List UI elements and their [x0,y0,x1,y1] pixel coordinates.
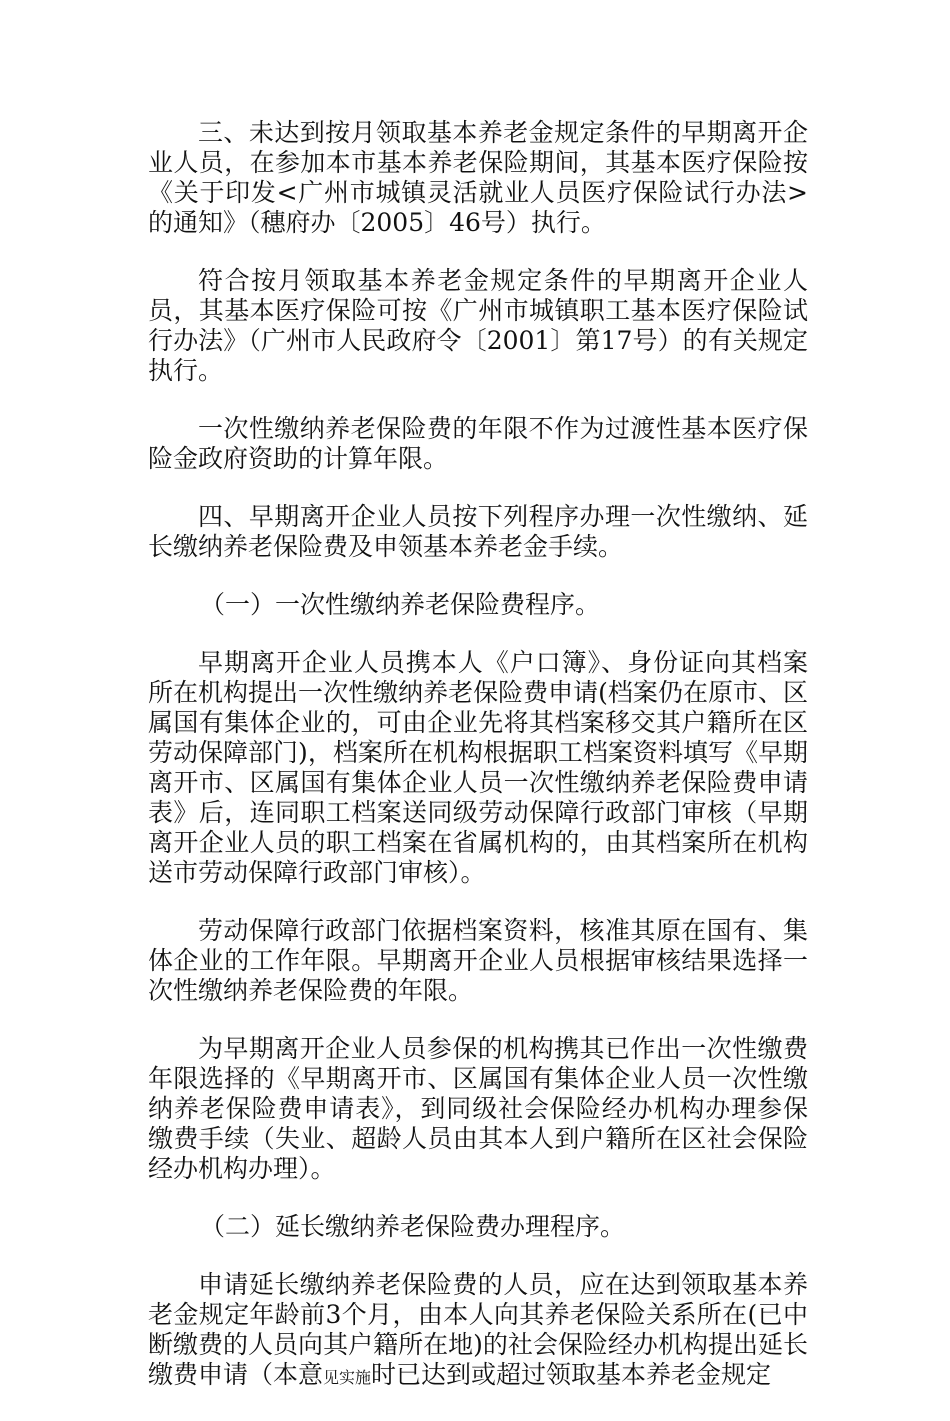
paragraph-10-text-end: 时已达到或超过领取基本养老金规定 [371,1360,772,1389]
paragraph-3: 一次性缴纳养老保险费的年限不作为过渡性基本医疗保险金政府资助的计算年限。 [148,414,808,473]
paragraph-8: 为早期离开企业人员参保的机构携其已作出一次性缴费年限选择的《早期离开市、区属国有集体企业人员一次性缴纳养老保险费申请表》，到同级社会保险经办机构办理参保缴费手续（失业、超龄人员由其本人到户籍所在区社会保险经办机构办理）。 [148,1034,808,1183]
paragraph-10-text-start: 申请延长缴纳养老保险费的人员，应在达到领取基本养老金规定年龄前3个月，由本人向其养老保险关系所在(已中断缴费的人员向其户籍所在地)的社会保险经办机构提出延长缴费申请（本意 [148,1270,808,1389]
paragraph-10 [148,1270,808,1393]
paragraph-4: 四、早期离开企业人员按下列程序办理一次性缴纳、延长缴纳养老保险费及申领基本养老金手续。 [148,502,808,561]
paragraph-2: 符合按月领取基本养老金规定条件的早期离开企业人员，其基本医疗保险可按《广州市城镇职工基本医疗保险试行办法》（广州市人民政府令〔2001〕第17号）的有关规定执行。 [148,266,808,385]
paragraph-10-small-text: 见实施 [323,1368,372,1387]
paragraph-7: 劳动保障行政部门依据档案资料，核准其原在国有、集体企业的工作年限。早期离开企业人员根据审核结果选择一次性缴纳养老保险费的年限。 [148,916,808,1005]
paragraph-9-subheading: （二）延长缴纳养老保险费办理程序。 [200,1212,626,1241]
document-body [148,118,808,1421]
paragraph-1: 三、未达到按月领取基本养老金规定条件的早期离开企业人员，在参加本市基本养老保险期间，其基本医疗保险按《关于印发<广州市城镇灵活就业人员医疗保险试行办法>的通知》（穗府办〔2005〕46号）执行。 [148,118,808,237]
paragraph-6: 早期离开企业人员携本人《户口簿》、身份证向其档案所在机构提出一次性缴纳养老保险费申请(档案仍在原市、区属国有集体企业的，可由企业先将其档案移交其户籍所在区劳动保障部门)，档案所在机构根据职工档案资料填写《早期离开市、区属国有集体企业人员一次性缴纳养老保险费申请表》后，连同职工档案送同级劳动保障行政部门审核（早期离开企业人员的职工档案在省属机构的，由其档案所在机构送市劳动保障行政部门审核）。 [148,648,808,887]
paragraph-5-subheading: （一）一次性缴纳养老保险费程序。 [200,590,601,619]
